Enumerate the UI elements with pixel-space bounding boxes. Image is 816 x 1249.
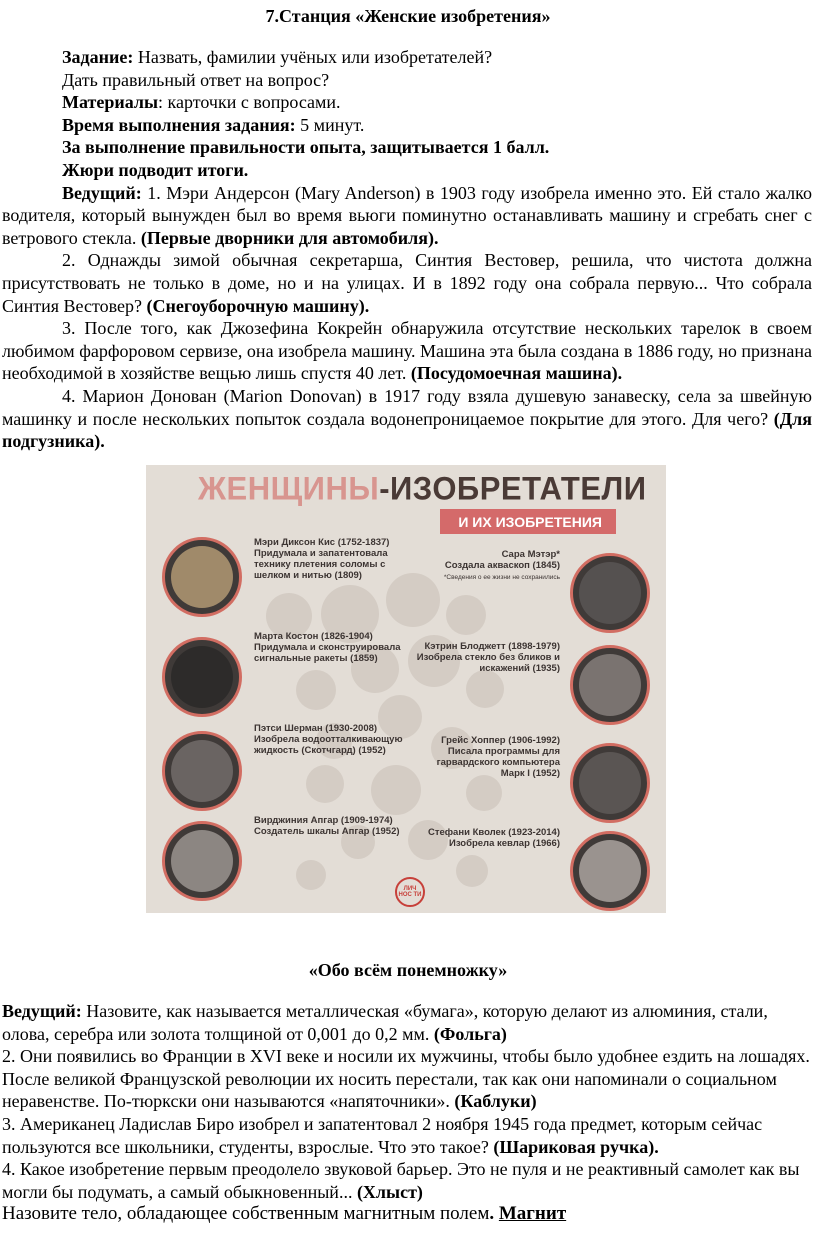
question2-2 [2, 1045, 812, 1113]
inventor-desc: Изобрела водоотталкивающую жидкость (Скотчгард) (1952) [254, 734, 403, 756]
question-1 [2, 182, 812, 250]
inventor-name: Пэтси Шерман (1930-2008) [254, 723, 378, 734]
inventor-caption [410, 827, 560, 849]
answer-text: (Шариковая ручка). [493, 1136, 659, 1157]
station-title: 7.Станция «Женские изобретения» [265, 6, 551, 26]
jury-line [2, 159, 812, 182]
inventor-caption [410, 549, 560, 583]
decor-bubble [296, 670, 336, 710]
decor-bubble [296, 860, 326, 890]
question-text: 3. Американец Ладислав Биро изобрел и запатентовал 2 ноября 1945 года предмет, которым сейчас пользуются все школьники, студенты, взрослые. Что это такое? [2, 1113, 763, 1157]
inventor-name: Мэри Диксон Кис (1752-1837) [254, 537, 390, 548]
inventor-desc: Изобрела стекло без бликов и искажений (1935) [416, 652, 560, 674]
decor-bubble [446, 595, 486, 635]
time-line [2, 114, 812, 137]
portrait-photo [162, 637, 242, 717]
question-text: 4. Какое изобретение первым преодолело звуковой барьер. Это не пуля и не реактивный самолет как вы могли бы подумать, а самый обыкновенный... [2, 1159, 800, 1202]
inventor-desc: Придумала и запатентовала технику плетения соломы с шелком и нитью (1809) [254, 548, 388, 581]
inventor-desc: Писала программы для гарвардского компьютера Марк I (1952) [436, 746, 560, 779]
final-question [2, 1203, 812, 1226]
answer-text: (Снегоуборочную машину). [146, 295, 370, 316]
inventor-desc: Изобрела кевлар (1966) [448, 838, 560, 849]
inventor-name: Вирджиния Апгар (1909-1974) [254, 815, 393, 826]
inventor-caption [254, 537, 402, 581]
portrait-photo [570, 645, 650, 725]
portrait-photo [162, 731, 242, 811]
task-line [2, 46, 812, 69]
section2-title: «Обо всём понемножку» [308, 960, 508, 980]
inventor-name: Марта Костон (1826-1904) [254, 631, 373, 642]
question-text: 4. Марион Донован (Marion Donovan) в 1917 году взяла душевую занавеску, села за швейную машинку и после нескольких попыток создала водонепроницаемое покрытие для этого. Для чего? [2, 385, 812, 429]
jury-text: Жюри подводит итоги. [62, 159, 249, 180]
time-text: 5 минут. [295, 114, 365, 135]
infographic-title-part1: ЖЕНЩИНЫ [198, 470, 380, 507]
task-line-2: Дать правильный ответ на вопрос? [62, 69, 330, 90]
inventor-name: Кэтрин Блоджетт (1898-1979) [424, 641, 560, 652]
score-line [2, 136, 812, 159]
decor-bubble [371, 765, 421, 815]
question-4 [2, 385, 812, 453]
question-2 [2, 249, 812, 317]
question-text: Назовите тело, обладающее собственным магнитным полем [2, 1203, 490, 1225]
task-text: Назвать, фамилии учёных или изобретателей? [133, 47, 493, 67]
decor-bubble [466, 670, 504, 708]
question-text: 1. Мэри Андерсон (Mary Anderson) в 1903 году изобрела именно это. Ей стало жалко водителя, который вынужден был во время вьюги поминутно останавливать машину и сгребать снег с ветрового стекла. [2, 182, 812, 248]
section2-block [2, 1000, 812, 1226]
task-label: Задание: [62, 47, 134, 67]
infographic-title [198, 470, 647, 508]
inventor-caption [254, 631, 404, 664]
inventor-note: *Сведения о ее жизни не сохранились [443, 574, 560, 581]
question2-3 [2, 1113, 812, 1158]
question-text: 2. Однажды зимой обычная секретарша, Синтия Вестовер, решила, что чистота должна присутствовать не только в доме, но и на улицах. И в 1892 году она собрала первую... Что собрала Синтия Вестовер? [2, 250, 812, 316]
inventor-name: Грейс Хоппер (1906-1992) [441, 735, 560, 746]
task-block [2, 46, 812, 453]
materials-label: Материалы [62, 92, 159, 113]
portrait-photo [570, 553, 650, 633]
question2-4 [2, 1158, 812, 1203]
host-label: Ведущий: [2, 1001, 82, 1021]
host-label: Ведущий: [62, 182, 142, 203]
question-text: 3. После того, как Джозефина Кокрейн обнаружила отсутствие нескольких тарелок в своем любимом фарфоровом сервизе, она изобрела машину. Машина эта была создана в 1886 году, но признана необходимой в хозяйстве вещью лишь спустя 40 лет. [2, 318, 812, 384]
inventor-desc: Создала акваскоп (1845) [444, 560, 560, 571]
question2-1 [2, 1000, 812, 1045]
inventor-caption [254, 723, 404, 756]
inventor-desc: Придумала и сконструировала сигнальные ракеты (1859) [254, 642, 401, 664]
portrait-photo [162, 821, 242, 901]
portrait-photo [570, 831, 650, 911]
answer-text: (Первые дворники для автомобиля). [140, 227, 439, 248]
infographic-title-part2: -ИЗОБРЕТАТЕЛИ [379, 470, 647, 507]
answer-text: (Хлыст) [356, 1181, 423, 1202]
materials-text: : карточки с вопросами. [158, 92, 341, 113]
question-3 [2, 317, 812, 385]
decor-bubble [306, 765, 344, 803]
inventor-name: Стефани Кволек (1923-2014) [427, 827, 560, 838]
answer-text: (Каблуки) [454, 1091, 537, 1112]
portrait-photo [570, 743, 650, 823]
women-inventors-infographic [146, 465, 666, 913]
decor-bubble [456, 855, 488, 887]
infographic-subtitle: И ИХ ИЗОБРЕТЕНИЯ [440, 509, 616, 534]
score-text: За выполнение правильности опыта, защитывается 1 балл. [62, 137, 550, 158]
decor-bubble [466, 775, 502, 811]
answer-text: (Фольга) [433, 1023, 507, 1044]
time-label: Время выполнения задания: [62, 114, 296, 135]
question-text: 2. Они появились во Франции в XVI веке и носили их мужчины, чтобы было удобнее ездить на лошадях. После великой Французской революции их носить перестали, так как они напоминали о социальном неравенстве. По-тюркски они называются «напяточники». [2, 1046, 810, 1112]
lichnosti-logo: ЛИЧ НОС ТИ [395, 877, 425, 907]
inventor-caption [430, 735, 560, 779]
final-dot: . [489, 1203, 499, 1225]
inventor-caption [410, 641, 560, 674]
inventor-caption [254, 815, 404, 837]
portrait-photo [162, 537, 242, 617]
inventor-name: Сара Мэтэр* [501, 549, 560, 560]
answer-text: Магнит [498, 1203, 567, 1225]
inventor-desc: Создатель шкалы Апгар (1952) [254, 826, 400, 837]
answer-text: (Посудомоечная машина). [410, 363, 623, 384]
materials-line [2, 91, 812, 114]
question-text: Назовите, как называется металлическая «бумага», которую делают из алюминия, стали, олова, серебра или золота толщиной от 0,001 до 0,2 мм. [2, 1001, 768, 1044]
answer-text: (Для подгузника). [2, 408, 812, 452]
